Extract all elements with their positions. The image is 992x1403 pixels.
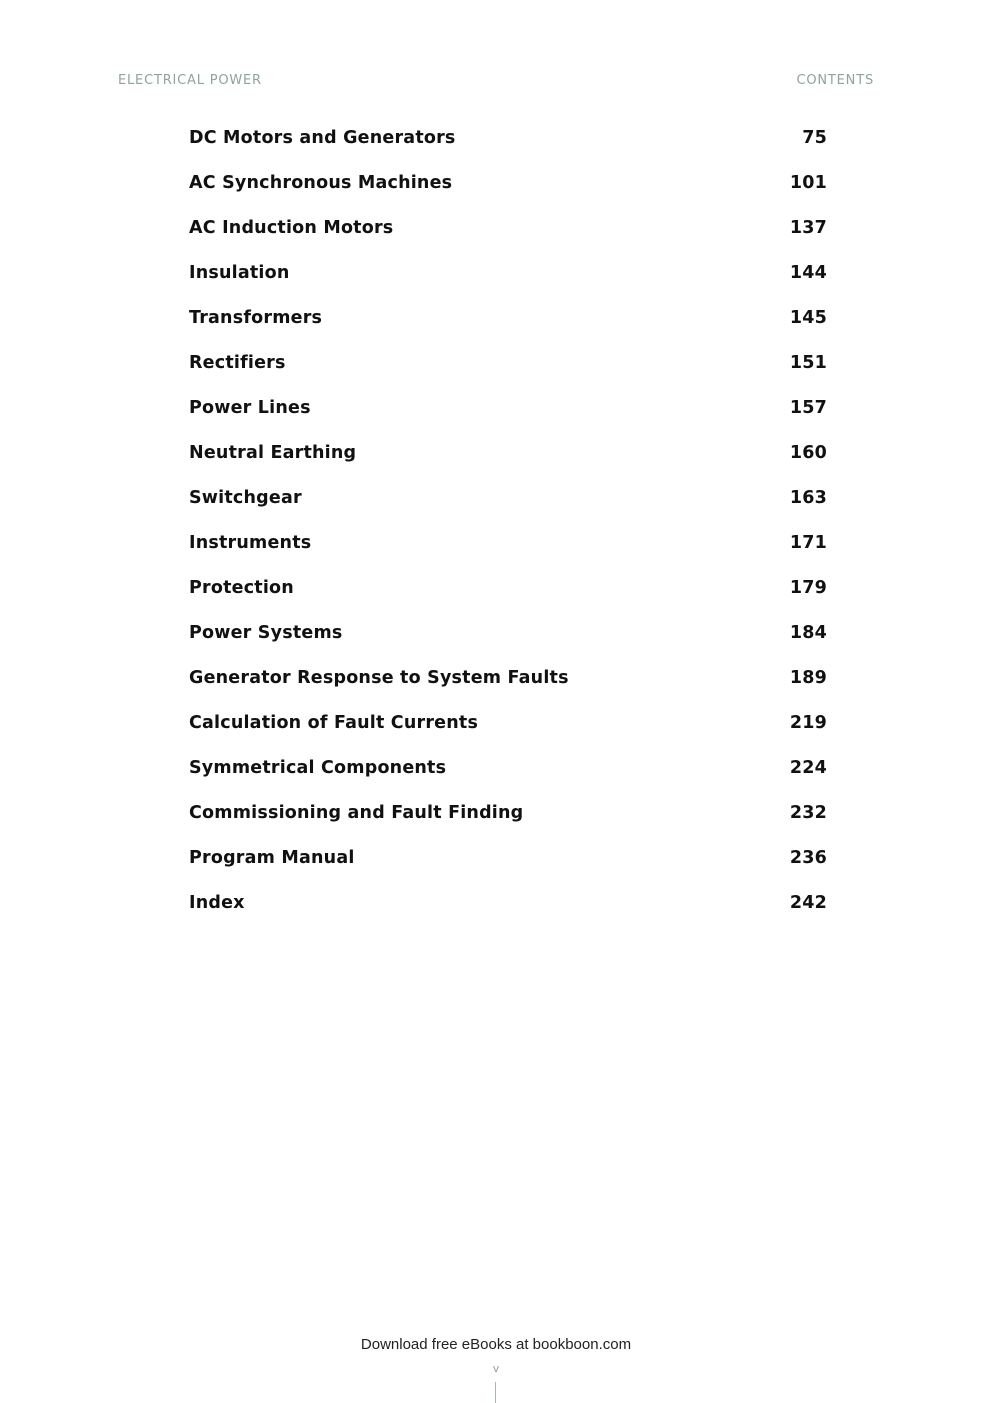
toc-entry-title: Power Lines — [189, 398, 311, 418]
toc-entry-page: 224 — [789, 758, 827, 778]
toc-entry-title: Generator Response to System Faults — [189, 668, 569, 688]
toc-entry-title: Insulation — [189, 263, 290, 283]
toc-entry-page: 75 — [802, 128, 827, 148]
toc-entry-page: 184 — [789, 623, 827, 643]
toc-entry[interactable] — [189, 398, 827, 443]
toc-entry-title: Instruments — [189, 533, 312, 553]
toc-entry[interactable] — [189, 488, 827, 533]
toc-entry[interactable] — [189, 353, 827, 398]
toc-entry-title: Transformers — [189, 308, 323, 328]
toc-entry-page: 151 — [789, 353, 827, 373]
toc-entry-page: 171 — [789, 533, 827, 553]
toc-entry-title: AC Synchronous Machines — [189, 173, 453, 193]
toc-entry-page: 232 — [789, 803, 827, 823]
toc-entry[interactable] — [189, 758, 827, 803]
toc-entry-page: 157 — [789, 398, 827, 418]
toc-entry-title: Calculation of Fault Currents — [189, 713, 479, 733]
toc-entry-title: AC Induction Motors — [189, 218, 394, 238]
toc-entry[interactable] — [189, 668, 827, 713]
toc-entry-page: 101 — [789, 173, 827, 193]
toc-entry-page: 189 — [789, 668, 827, 688]
toc-entry[interactable] — [189, 308, 827, 353]
toc-entry-page: 179 — [789, 578, 827, 598]
toc-entry[interactable] — [189, 578, 827, 623]
toc-entry-page: 219 — [789, 713, 827, 733]
toc-entry[interactable] — [189, 623, 827, 668]
toc-entry-title: Protection — [189, 578, 294, 598]
table-of-contents — [189, 128, 827, 938]
toc-entry-title: Symmetrical Components — [189, 758, 447, 778]
running-header-title: ELECTRICAL POWER — [118, 73, 262, 88]
toc-entry-title: Neutral Earthing — [189, 443, 357, 463]
running-header-section: CONTENTS — [796, 73, 874, 88]
toc-entry[interactable] — [189, 533, 827, 578]
toc-entry-title: Power Systems — [189, 623, 343, 643]
footer-download-link[interactable]: Download free eBooks at bookboon.com — [360, 1336, 632, 1353]
toc-entry[interactable] — [189, 128, 827, 173]
toc-entry[interactable] — [189, 713, 827, 758]
toc-entry[interactable] — [189, 263, 827, 308]
toc-entry-page: 236 — [789, 848, 827, 868]
toc-entry[interactable] — [189, 893, 827, 938]
toc-entry[interactable] — [189, 848, 827, 893]
toc-entry-page: 163 — [789, 488, 827, 508]
toc-entry-page: 145 — [789, 308, 827, 328]
toc-entry-page: 144 — [789, 263, 827, 283]
toc-entry-page: 137 — [789, 218, 827, 238]
toc-entry-title: Switchgear — [189, 488, 302, 508]
toc-entry[interactable] — [189, 218, 827, 263]
toc-entry-page: 242 — [789, 893, 827, 913]
toc-entry[interactable] — [189, 803, 827, 848]
toc-entry-title: Commissioning and Fault Finding — [189, 803, 524, 823]
toc-entry[interactable] — [189, 443, 827, 488]
toc-entry-title: Program Manual — [189, 848, 355, 868]
footer-divider-line — [495, 1382, 496, 1403]
toc-entry-page: 160 — [789, 443, 827, 463]
toc-entry-title: DC Motors and Generators — [189, 128, 456, 148]
toc-entry[interactable] — [189, 173, 827, 218]
page-number: v — [492, 1362, 500, 1375]
toc-entry-title: Index — [189, 893, 245, 913]
toc-entry-title: Rectifiers — [189, 353, 286, 373]
